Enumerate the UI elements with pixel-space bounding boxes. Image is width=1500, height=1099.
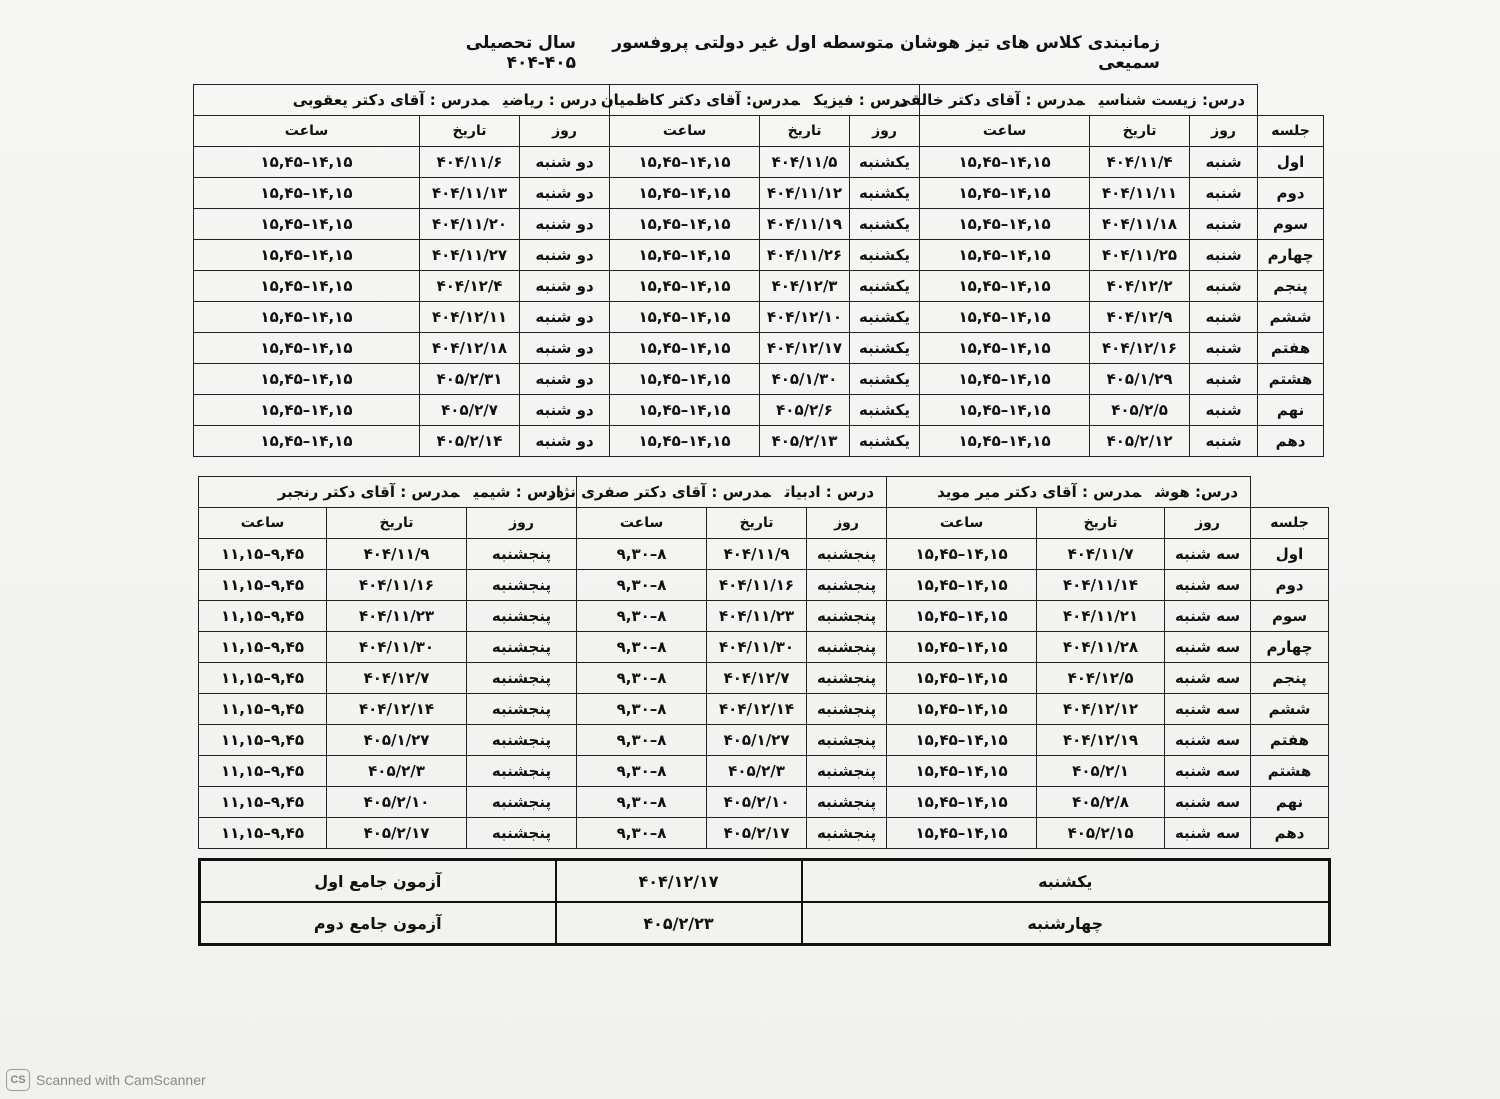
date-cell: ۴۰۵/۲/۱۷ bbox=[327, 818, 467, 849]
date-cell: ۴۰۴/۱۱/۱۹ bbox=[760, 209, 850, 240]
date-cell: ۴۰۴/۱۱/۶ bbox=[420, 147, 520, 178]
table-row bbox=[199, 818, 1329, 849]
time-cell: ۱۴,۱۵–۱۵,۴۵ bbox=[887, 539, 1037, 570]
day-cell: دو شنبه bbox=[520, 209, 610, 240]
date-cell: ۴۰۴/۱۲/۵ bbox=[1037, 663, 1165, 694]
time-cell: ۱۴,۱۵–۱۵,۴۵ bbox=[194, 147, 420, 178]
course-header bbox=[887, 477, 1251, 508]
date-cell: ۴۰۴/۱۱/۲۸ bbox=[1037, 632, 1165, 663]
date-cell: ۴۰۵/۱/۲۹ bbox=[1090, 364, 1190, 395]
time-cell: ۱۴,۱۵–۱۵,۴۵ bbox=[887, 570, 1037, 601]
day-cell: یکشنبه bbox=[850, 240, 920, 271]
day-cell: پنجشنبه bbox=[467, 725, 577, 756]
session-cell: سوم bbox=[1258, 209, 1324, 240]
time-cell: ۸–۹,۳۰ bbox=[577, 663, 707, 694]
teacher-name: مدرس: آقای دکتر کاظمیان bbox=[600, 91, 800, 109]
course-name: درس: زیست شناسی bbox=[1098, 91, 1246, 109]
day-cell: شنبه bbox=[1190, 147, 1258, 178]
corner-cell bbox=[1258, 85, 1324, 116]
date-cell: ۴۰۴/۱۲/۱۲ bbox=[1037, 694, 1165, 725]
day-cell: پنجشنبه bbox=[467, 570, 577, 601]
date-cell: ۴۰۴/۱۲/۱۸ bbox=[420, 333, 520, 364]
date-cell: ۴۰۵/۲/۱۰ bbox=[707, 787, 807, 818]
date-cell: ۴۰۴/۱۲/۷ bbox=[707, 663, 807, 694]
time-cell: ۱۴,۱۵–۱۵,۴۵ bbox=[920, 240, 1090, 271]
date-column-header: تاریخ bbox=[1037, 508, 1165, 539]
day-cell: یکشنبه bbox=[850, 271, 920, 302]
day-column-header: روز bbox=[850, 116, 920, 147]
session-cell: ششم bbox=[1258, 302, 1324, 333]
day-column-header: روز bbox=[807, 508, 887, 539]
time-cell: ۱۴,۱۵–۱۵,۴۵ bbox=[920, 395, 1090, 426]
time-cell: ۸–۹,۳۰ bbox=[577, 787, 707, 818]
day-cell: شنبه bbox=[1190, 426, 1258, 457]
academic-year: سال تحصیلی ۴۰۵-۴۰۴ bbox=[465, 33, 576, 73]
day-cell: یکشنبه bbox=[850, 395, 920, 426]
day-cell: شنبه bbox=[1190, 395, 1258, 426]
exam-day: چهارشنبه bbox=[802, 902, 1330, 945]
date-cell: ۴۰۴/۱۱/۷ bbox=[1037, 539, 1165, 570]
table-row bbox=[194, 395, 1324, 426]
time-column-header: ساعت bbox=[199, 508, 327, 539]
day-column-header: روز bbox=[520, 116, 610, 147]
column-header-row bbox=[194, 116, 1324, 147]
date-cell: ۴۰۵/۲/۱۵ bbox=[1037, 818, 1165, 849]
day-cell: یکشنبه bbox=[850, 302, 920, 333]
day-cell: پنجشنبه bbox=[807, 570, 887, 601]
date-cell: ۴۰۵/۲/۱۳ bbox=[760, 426, 850, 457]
day-cell: شنبه bbox=[1190, 178, 1258, 209]
time-cell: ۱۴,۱۵–۱۵,۴۵ bbox=[610, 271, 760, 302]
session-cell: چهارم bbox=[1251, 632, 1329, 663]
date-cell: ۴۰۵/۱/۲۷ bbox=[707, 725, 807, 756]
session-cell: اول bbox=[1251, 539, 1329, 570]
teacher-name: مدرس : آقای دکتر یعقوبی bbox=[292, 91, 490, 109]
exam-date: ۴۰۵/۲/۲۳ bbox=[556, 902, 802, 945]
day-cell: یکشنبه bbox=[850, 147, 920, 178]
date-cell: ۴۰۴/۱۲/۱۴ bbox=[327, 694, 467, 725]
time-cell: ۸–۹,۳۰ bbox=[577, 601, 707, 632]
date-column-header: تاریخ bbox=[1090, 116, 1190, 147]
time-cell: ۸–۹,۳۰ bbox=[577, 818, 707, 849]
day-cell: پنجشنبه bbox=[807, 818, 887, 849]
session-cell: چهارم bbox=[1258, 240, 1324, 271]
session-cell: هفتم bbox=[1251, 725, 1329, 756]
time-cell: ۹,۴۵–۱۱,۱۵ bbox=[199, 787, 327, 818]
date-cell: ۴۰۴/۱۱/۴ bbox=[1090, 147, 1190, 178]
exam-day: یکشنبه bbox=[802, 860, 1330, 903]
date-cell: ۴۰۴/۱۲/۳ bbox=[760, 271, 850, 302]
time-cell: ۱۴,۱۵–۱۵,۴۵ bbox=[194, 271, 420, 302]
time-column-header: ساعت bbox=[577, 508, 707, 539]
day-cell: پنجشنبه bbox=[467, 539, 577, 570]
date-cell: ۴۰۴/۱۱/۱۴ bbox=[1037, 570, 1165, 601]
exam-row bbox=[200, 902, 1330, 945]
day-cell: سه شنبه bbox=[1165, 818, 1251, 849]
day-cell: شنبه bbox=[1190, 364, 1258, 395]
time-cell: ۱۴,۱۵–۱۵,۴۵ bbox=[610, 147, 760, 178]
time-cell: ۱۴,۱۵–۱۵,۴۵ bbox=[610, 426, 760, 457]
day-cell: پنجشنبه bbox=[467, 818, 577, 849]
date-cell: ۴۰۴/۱۱/۲۱ bbox=[1037, 601, 1165, 632]
day-cell: پنجشنبه bbox=[467, 663, 577, 694]
time-cell: ۱۴,۱۵–۱۵,۴۵ bbox=[194, 364, 420, 395]
time-cell: ۱۴,۱۵–۱۵,۴۵ bbox=[920, 147, 1090, 178]
table-row bbox=[194, 209, 1324, 240]
date-cell: ۴۰۴/۱۱/۲۷ bbox=[420, 240, 520, 271]
day-cell: سه شنبه bbox=[1165, 663, 1251, 694]
table-row bbox=[194, 178, 1324, 209]
course-header-row bbox=[199, 477, 1329, 508]
date-cell: ۴۰۴/۱۱/۱۸ bbox=[1090, 209, 1190, 240]
day-cell: یکشنبه bbox=[850, 178, 920, 209]
date-cell: ۴۰۴/۱۲/۱۴ bbox=[707, 694, 807, 725]
document-header bbox=[400, 33, 1160, 73]
schedule-table-bottom bbox=[198, 476, 1329, 849]
day-cell: پنجشنبه bbox=[467, 694, 577, 725]
table-row bbox=[199, 570, 1329, 601]
exam-name: آزمون جامع دوم bbox=[200, 902, 556, 945]
time-cell: ۱۴,۱۵–۱۵,۴۵ bbox=[920, 178, 1090, 209]
table-row bbox=[199, 756, 1329, 787]
session-cell: دوم bbox=[1258, 178, 1324, 209]
teacher-name: مدرس : آقای دکتر صفری نژاد bbox=[548, 483, 771, 501]
session-cell: هشتم bbox=[1258, 364, 1324, 395]
date-cell: ۴۰۵/۲/۵ bbox=[1090, 395, 1190, 426]
time-cell: ۱۴,۱۵–۱۵,۴۵ bbox=[887, 756, 1037, 787]
time-cell: ۱۴,۱۵–۱۵,۴۵ bbox=[920, 302, 1090, 333]
table-row bbox=[194, 271, 1324, 302]
day-cell: دو شنبه bbox=[520, 271, 610, 302]
session-cell: نهم bbox=[1251, 787, 1329, 818]
date-cell: ۴۰۴/۱۱/۱۱ bbox=[1090, 178, 1190, 209]
day-cell: سه شنبه bbox=[1165, 787, 1251, 818]
day-cell: سه شنبه bbox=[1165, 601, 1251, 632]
course-name: درس : فیزیک bbox=[813, 91, 908, 109]
day-cell: پنجشنبه bbox=[467, 787, 577, 818]
schedule-table-top bbox=[193, 84, 1324, 457]
time-cell: ۹,۴۵–۱۱,۱۵ bbox=[199, 725, 327, 756]
time-cell: ۹,۴۵–۱۱,۱۵ bbox=[199, 570, 327, 601]
day-cell: پنجشنبه bbox=[807, 756, 887, 787]
date-cell: ۴۰۴/۱۲/۱۰ bbox=[760, 302, 850, 333]
day-column-header: روز bbox=[1190, 116, 1258, 147]
time-cell: ۱۴,۱۵–۱۵,۴۵ bbox=[887, 725, 1037, 756]
day-cell: دو شنبه bbox=[520, 395, 610, 426]
scanner-watermark bbox=[6, 1068, 206, 1092]
day-cell: پنجشنبه bbox=[467, 601, 577, 632]
teacher-name: مدرس : آقای دکتر رنجبر bbox=[277, 483, 460, 501]
time-cell: ۱۴,۱۵–۱۵,۴۵ bbox=[887, 632, 1037, 663]
day-cell: پنجشنبه bbox=[807, 694, 887, 725]
date-cell: ۴۰۵/۲/۱۰ bbox=[327, 787, 467, 818]
day-cell: سه شنبه bbox=[1165, 570, 1251, 601]
table-row bbox=[199, 725, 1329, 756]
time-cell: ۱۴,۱۵–۱۵,۴۵ bbox=[920, 426, 1090, 457]
date-cell: ۴۰۵/۲/۳۱ bbox=[420, 364, 520, 395]
session-cell: دهم bbox=[1258, 426, 1324, 457]
date-column-header: تاریخ bbox=[760, 116, 850, 147]
time-column-header: ساعت bbox=[194, 116, 420, 147]
course-name: درس: هوش bbox=[1155, 483, 1239, 501]
date-cell: ۴۰۴/۱۲/۷ bbox=[327, 663, 467, 694]
exam-date: ۴۰۴/۱۲/۱۷ bbox=[556, 860, 802, 903]
day-cell: سه شنبه bbox=[1165, 725, 1251, 756]
date-cell: ۴۰۵/۲/۳ bbox=[327, 756, 467, 787]
table-row bbox=[199, 539, 1329, 570]
time-cell: ۹,۴۵–۱۱,۱۵ bbox=[199, 601, 327, 632]
time-cell: ۱۴,۱۵–۱۵,۴۵ bbox=[194, 209, 420, 240]
table-row bbox=[199, 663, 1329, 694]
date-cell: ۴۰۴/۱۱/۱۳ bbox=[420, 178, 520, 209]
day-cell: شنبه bbox=[1190, 333, 1258, 364]
date-cell: ۴۰۵/۲/۱ bbox=[1037, 756, 1165, 787]
time-cell: ۸–۹,۳۰ bbox=[577, 725, 707, 756]
day-column-header: روز bbox=[467, 508, 577, 539]
camscanner-icon: CS bbox=[6, 1069, 30, 1091]
time-cell: ۱۴,۱۵–۱۵,۴۵ bbox=[610, 364, 760, 395]
teacher-name: مدرس : آقای دکتر خالقی bbox=[895, 91, 1085, 109]
date-cell: ۴۰۴/۱۲/۲ bbox=[1090, 271, 1190, 302]
course-header bbox=[600, 85, 920, 116]
time-cell: ۹,۴۵–۱۱,۱۵ bbox=[199, 663, 327, 694]
date-column-header: تاریخ bbox=[420, 116, 520, 147]
exam-table bbox=[198, 858, 1331, 946]
date-cell: ۴۰۴/۱۱/۱۶ bbox=[327, 570, 467, 601]
day-cell: دو شنبه bbox=[520, 302, 610, 333]
watermark-text: Scanned with CamScanner bbox=[36, 1072, 206, 1088]
time-cell: ۱۴,۱۵–۱۵,۴۵ bbox=[887, 601, 1037, 632]
session-cell: ششم bbox=[1251, 694, 1329, 725]
day-cell: شنبه bbox=[1190, 271, 1258, 302]
table-row bbox=[199, 694, 1329, 725]
table-row bbox=[194, 426, 1324, 457]
session-cell: دهم bbox=[1251, 818, 1329, 849]
time-cell: ۱۴,۱۵–۱۵,۴۵ bbox=[610, 178, 760, 209]
course-header-row bbox=[194, 85, 1324, 116]
day-cell: سه شنبه bbox=[1165, 756, 1251, 787]
day-cell: پنجشنبه bbox=[467, 632, 577, 663]
time-column-header: ساعت bbox=[920, 116, 1090, 147]
day-cell: دو شنبه bbox=[520, 333, 610, 364]
teacher-name: مدرس : آقای دکتر میر موید bbox=[937, 483, 1142, 501]
time-cell: ۱۴,۱۵–۱۵,۴۵ bbox=[194, 240, 420, 271]
session-cell: اول bbox=[1258, 147, 1324, 178]
date-cell: ۴۰۴/۱۲/۱۶ bbox=[1090, 333, 1190, 364]
day-cell: سه شنبه bbox=[1165, 632, 1251, 663]
date-cell: ۴۰۴/۱۱/۳۰ bbox=[707, 632, 807, 663]
course-header bbox=[895, 85, 1258, 116]
date-cell: ۴۰۴/۱۱/۲۳ bbox=[707, 601, 807, 632]
page-title: زمانبندی کلاس های تیز هوشان متوسطه اول غیر دولتی پروفسور سمیعی bbox=[612, 33, 1160, 73]
time-column-header: ساعت bbox=[610, 116, 760, 147]
time-cell: ۱۴,۱۵–۱۵,۴۵ bbox=[194, 395, 420, 426]
table-row bbox=[199, 787, 1329, 818]
day-cell: دو شنبه bbox=[520, 178, 610, 209]
date-cell: ۴۰۵/۲/۱۲ bbox=[1090, 426, 1190, 457]
exam-row bbox=[200, 860, 1330, 903]
session-cell: سوم bbox=[1251, 601, 1329, 632]
day-cell: پنجشنبه bbox=[807, 632, 887, 663]
date-cell: ۴۰۵/۲/۱۴ bbox=[420, 426, 520, 457]
day-cell: دو شنبه bbox=[520, 426, 610, 457]
day-cell: شنبه bbox=[1190, 302, 1258, 333]
time-cell: ۸–۹,۳۰ bbox=[577, 632, 707, 663]
day-cell: سه شنبه bbox=[1165, 694, 1251, 725]
day-cell: سه شنبه bbox=[1165, 539, 1251, 570]
date-cell: ۴۰۴/۱۲/۱۷ bbox=[760, 333, 850, 364]
session-cell: پنجم bbox=[1251, 663, 1329, 694]
date-column-header: تاریخ bbox=[327, 508, 467, 539]
time-cell: ۸–۹,۳۰ bbox=[577, 756, 707, 787]
session-column-header: جلسه bbox=[1251, 508, 1329, 539]
day-cell: یکشنبه bbox=[850, 364, 920, 395]
date-cell: ۴۰۴/۱۱/۲۶ bbox=[760, 240, 850, 271]
time-cell: ۹,۴۵–۱۱,۱۵ bbox=[199, 694, 327, 725]
day-cell: پنجشنبه bbox=[807, 725, 887, 756]
column-header-row bbox=[199, 508, 1329, 539]
time-cell: ۱۴,۱۵–۱۵,۴۵ bbox=[887, 787, 1037, 818]
time-cell: ۱۴,۱۵–۱۵,۴۵ bbox=[887, 694, 1037, 725]
day-cell: یکشنبه bbox=[850, 426, 920, 457]
day-cell: دو شنبه bbox=[520, 147, 610, 178]
time-cell: ۹,۴۵–۱۱,۱۵ bbox=[199, 756, 327, 787]
date-cell: ۴۰۴/۱۱/۲۵ bbox=[1090, 240, 1190, 271]
date-cell: ۴۰۵/۲/۸ bbox=[1037, 787, 1165, 818]
date-cell: ۴۰۴/۱۲/۱۱ bbox=[420, 302, 520, 333]
day-cell: شنبه bbox=[1190, 240, 1258, 271]
table-row bbox=[194, 302, 1324, 333]
course-name: درس : ادبیات bbox=[784, 483, 875, 501]
date-cell: ۴۰۴/۱۱/۹ bbox=[327, 539, 467, 570]
day-cell: دو شنبه bbox=[520, 364, 610, 395]
date-cell: ۴۰۴/۱۱/۹ bbox=[707, 539, 807, 570]
session-cell: هفتم bbox=[1258, 333, 1324, 364]
time-column-header: ساعت bbox=[887, 508, 1037, 539]
session-cell: پنجم bbox=[1258, 271, 1324, 302]
time-cell: ۱۴,۱۵–۱۵,۴۵ bbox=[610, 209, 760, 240]
session-cell: نهم bbox=[1258, 395, 1324, 426]
time-cell: ۱۴,۱۵–۱۵,۴۵ bbox=[920, 271, 1090, 302]
table-row bbox=[194, 364, 1324, 395]
time-cell: ۱۴,۱۵–۱۵,۴۵ bbox=[194, 178, 420, 209]
session-column-header: جلسه bbox=[1258, 116, 1324, 147]
day-cell: شنبه bbox=[1190, 209, 1258, 240]
course-header bbox=[199, 477, 577, 508]
session-cell: دوم bbox=[1251, 570, 1329, 601]
time-cell: ۱۴,۱۵–۱۵,۴۵ bbox=[194, 333, 420, 364]
day-cell: پنجشنبه bbox=[467, 756, 577, 787]
date-cell: ۴۰۴/۱۱/۱۶ bbox=[707, 570, 807, 601]
table-row bbox=[194, 240, 1324, 271]
date-cell: ۴۰۵/۱/۳۰ bbox=[760, 364, 850, 395]
date-cell: ۴۰۵/۱/۲۷ bbox=[327, 725, 467, 756]
time-cell: ۱۴,۱۵–۱۵,۴۵ bbox=[920, 209, 1090, 240]
day-cell: پنجشنبه bbox=[807, 539, 887, 570]
course-name: درس : ریاضی bbox=[503, 91, 598, 109]
date-cell: ۴۰۴/۱۲/۹ bbox=[1090, 302, 1190, 333]
corner-cell bbox=[1251, 477, 1329, 508]
table-row bbox=[194, 147, 1324, 178]
exam-name: آزمون جامع اول bbox=[200, 860, 556, 903]
table-row bbox=[194, 333, 1324, 364]
time-cell: ۱۴,۱۵–۱۵,۴۵ bbox=[920, 333, 1090, 364]
date-cell: ۴۰۴/۱۱/۳۰ bbox=[327, 632, 467, 663]
time-cell: ۹,۴۵–۱۱,۱۵ bbox=[199, 632, 327, 663]
date-cell: ۴۰۴/۱۲/۱۹ bbox=[1037, 725, 1165, 756]
time-cell: ۱۴,۱۵–۱۵,۴۵ bbox=[887, 818, 1037, 849]
time-cell: ۱۴,۱۵–۱۵,۴۵ bbox=[610, 240, 760, 271]
time-cell: ۱۴,۱۵–۱۵,۴۵ bbox=[194, 426, 420, 457]
time-cell: ۸–۹,۳۰ bbox=[577, 539, 707, 570]
session-cell: هشتم bbox=[1251, 756, 1329, 787]
time-cell: ۱۴,۱۵–۱۵,۴۵ bbox=[610, 333, 760, 364]
date-cell: ۴۰۴/۱۲/۴ bbox=[420, 271, 520, 302]
date-column-header: تاریخ bbox=[707, 508, 807, 539]
time-cell: ۱۴,۱۵–۱۵,۴۵ bbox=[610, 302, 760, 333]
date-cell: ۴۰۵/۲/۷ bbox=[420, 395, 520, 426]
date-cell: ۴۰۴/۱۱/۱۲ bbox=[760, 178, 850, 209]
day-cell: پنجشنبه bbox=[807, 601, 887, 632]
date-cell: ۴۰۵/۲/۶ bbox=[760, 395, 850, 426]
table-row bbox=[199, 632, 1329, 663]
day-cell: یکشنبه bbox=[850, 209, 920, 240]
time-cell: ۱۴,۱۵–۱۵,۴۵ bbox=[610, 395, 760, 426]
course-header bbox=[194, 85, 610, 116]
day-cell: یکشنبه bbox=[850, 333, 920, 364]
day-column-header: روز bbox=[1165, 508, 1251, 539]
date-cell: ۴۰۴/۱۱/۲۳ bbox=[327, 601, 467, 632]
time-cell: ۱۴,۱۵–۱۵,۴۵ bbox=[194, 302, 420, 333]
time-cell: ۸–۹,۳۰ bbox=[577, 694, 707, 725]
table-row bbox=[199, 601, 1329, 632]
date-cell: ۴۰۴/۱۱/۲۰ bbox=[420, 209, 520, 240]
course-name: درس : شیمی bbox=[473, 483, 565, 501]
date-cell: ۴۰۵/۲/۳ bbox=[707, 756, 807, 787]
day-cell: پنجشنبه bbox=[807, 663, 887, 694]
time-cell: ۹,۴۵–۱۱,۱۵ bbox=[199, 539, 327, 570]
time-cell: ۱۴,۱۵–۱۵,۴۵ bbox=[920, 364, 1090, 395]
time-cell: ۹,۴۵–۱۱,۱۵ bbox=[199, 818, 327, 849]
course-header bbox=[548, 477, 887, 508]
time-cell: ۱۴,۱۵–۱۵,۴۵ bbox=[887, 663, 1037, 694]
day-cell: دو شنبه bbox=[520, 240, 610, 271]
date-cell: ۴۰۵/۲/۱۷ bbox=[707, 818, 807, 849]
time-cell: ۸–۹,۳۰ bbox=[577, 570, 707, 601]
day-cell: پنجشنبه bbox=[807, 787, 887, 818]
date-cell: ۴۰۴/۱۱/۵ bbox=[760, 147, 850, 178]
